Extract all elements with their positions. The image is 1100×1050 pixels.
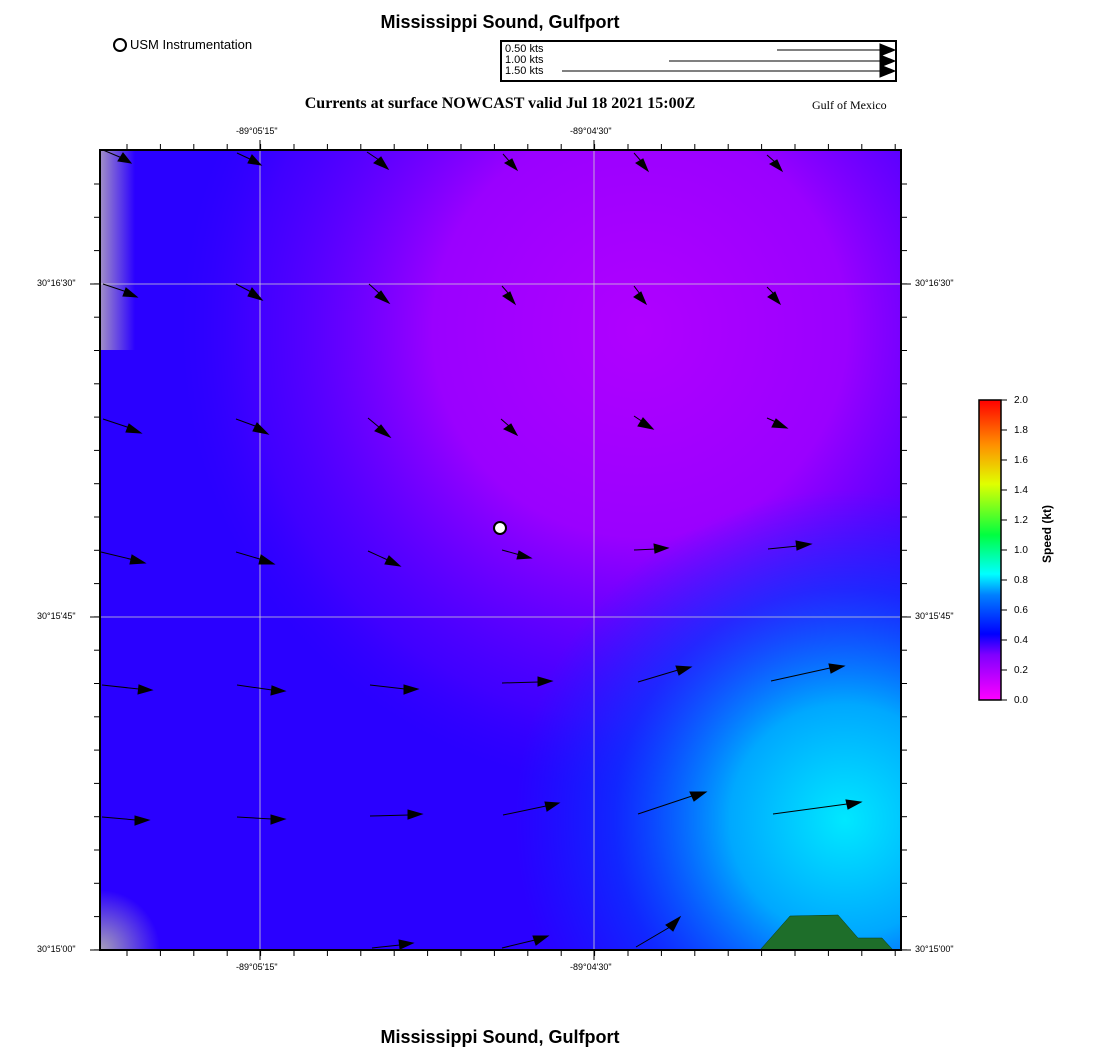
colorbar-label: 1.8 [1014,425,1028,436]
colorbar-label: 1.0 [1014,545,1028,556]
colorbar-label: 0.4 [1014,635,1028,646]
colorbar-label: 1.4 [1014,485,1028,496]
colorbar [979,400,1001,700]
colorbar-label: 0.0 [1014,695,1028,706]
lon-tick-top-2: -89°04'30" [570,126,612,136]
colorbar-ticks [1001,400,1007,700]
colorbar-label: 0.6 [1014,605,1028,616]
colorbar-label: 1.6 [1014,455,1028,466]
lat-tick-right-1: 30°16'30" [915,278,954,288]
station-legend-label: USM Instrumentation [130,37,253,52]
scale-label-1-00: 1.00 kts [505,54,544,66]
map-title: Mississippi Sound, Gulfport [380,12,620,32]
lat-tick-right-3: 30°15'00" [915,944,954,954]
scale-label-1-50: 1.50 kts [505,65,544,77]
colorbar-label: 0.8 [1014,575,1028,586]
region-label: Gulf of Mexico [812,98,887,112]
map-subtitle: Currents at surface NOWCAST valid Jul 18 2021 15:00Z [304,95,696,112]
colorbar-label: 2.0 [1014,395,1028,406]
colorbar-title: Speed (kt) [1040,504,1054,563]
colorbar-label: 0.2 [1014,665,1028,676]
station-marker[interactable] [494,522,506,534]
scale-label-0-50: 0.50 kts [505,43,544,55]
lat-tick-left-2: 30°15'45" [37,611,76,621]
lat-tick-right-2: 30°15'45" [915,611,954,621]
lat-tick-left-3: 30°15'00" [37,944,76,954]
lon-tick-top-1: -89°05'15" [236,126,278,136]
colorbar-label: 1.2 [1014,515,1028,526]
footer-title: Mississippi Sound, Gulfport [380,1027,620,1047]
lat-tick-left-1: 30°16'30" [37,278,76,288]
lon-tick-bottom-1: -89°05'15" [236,962,278,972]
lon-tick-bottom-2: -89°04'30" [570,962,612,972]
speed-field [100,150,901,950]
